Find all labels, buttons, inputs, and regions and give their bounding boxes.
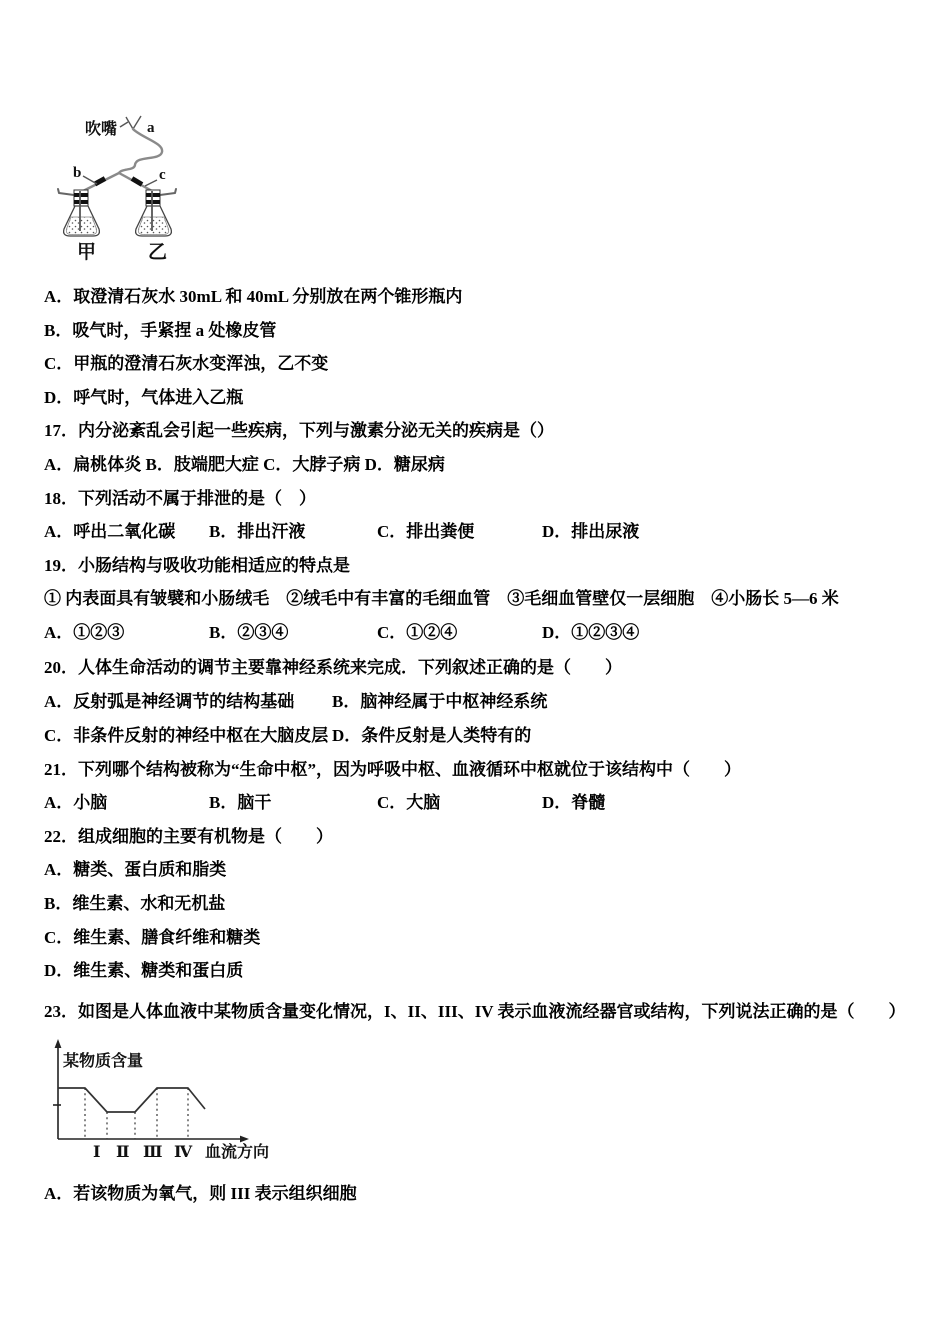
- flask-right-label: 乙: [148, 242, 168, 263]
- q21-option-b: B．脑干: [209, 793, 272, 812]
- substance-content-curve: [58, 1088, 205, 1112]
- chart-x-axis-label: 血流方向: [205, 1144, 270, 1161]
- tube-c-pointer: [145, 180, 157, 186]
- q22-stem: 22．组成细胞的主要有机物是（ ）: [44, 827, 333, 846]
- flask-right-liquid: [138, 217, 168, 235]
- q19-stem: 19．小肠结构与吸收功能相适应的特点是: [44, 556, 350, 575]
- q21-option-a: A．小脑: [44, 793, 108, 812]
- chart-region-4-label: Ⅳ: [174, 1142, 193, 1161]
- chart-y-axis-arrow: [55, 1039, 62, 1048]
- q16-option-a: A．取澄清石灰水 30mL 和 40mL 分别放在两个锥形瓶内: [44, 287, 463, 306]
- apparatus-diagram: [50, 105, 250, 270]
- mouthpiece-pointer-line: [120, 122, 128, 127]
- flask-right-stopper-band: [146, 193, 160, 197]
- q18-option-a: A．呼出二氧化碳: [44, 522, 176, 541]
- chart-region-2-label: Ⅱ: [116, 1142, 130, 1161]
- flask-left-stopper-band: [74, 200, 88, 204]
- tube-b-pointer: [83, 176, 97, 184]
- q16-option-c: C．甲瓶的澄清石灰水变浑浊，乙不变: [44, 354, 329, 373]
- q22-option-b: B．维生素、水和无机盐: [44, 894, 226, 913]
- q18-option-d: D．排出尿液: [542, 522, 640, 541]
- q20-option-c: C．非条件反射的神经中枢在大脑皮层: [44, 726, 329, 745]
- s-tube: [119, 129, 162, 173]
- q20-stem: 20．人体生命活动的调节主要靠神经系统来完成．下列叙述正确的是（ ）: [44, 658, 622, 677]
- chart-x-axis-arrow: [240, 1136, 249, 1143]
- tube-a-label: a: [147, 120, 155, 136]
- q19-option-b: B．②③④: [209, 623, 289, 642]
- q22-option-d: D．维生素、糖类和蛋白质: [44, 961, 244, 980]
- q19-option-c: C．①②④: [377, 623, 458, 642]
- flask-left-stopper-band: [74, 193, 88, 197]
- tube-c-label: c: [159, 167, 166, 183]
- q22-option-a: A．糖类、蛋白质和脂类: [44, 860, 227, 879]
- chart-region-1-label: Ⅰ: [93, 1142, 101, 1161]
- tube-b-label: b: [73, 165, 82, 181]
- q20-option-d: D．条件反射是人类特有的: [332, 726, 532, 745]
- flask-right-side-tube: [160, 189, 176, 195]
- flask-left-side-tube: [58, 189, 74, 195]
- blood-flow-chart: [52, 1036, 352, 1168]
- clamp-c: [132, 179, 142, 185]
- q18-option-b: B．排出汗液: [209, 522, 306, 541]
- q19-option-a: A．①②③: [44, 623, 125, 642]
- q16-option-b: B．吸气时，手紧捏 a 处橡皮管: [44, 321, 277, 340]
- q20-option-b: B．脑神经属于中枢神经系统: [332, 692, 548, 711]
- chart-region-3-label: Ⅲ: [143, 1142, 163, 1161]
- q20-option-a: A．反射弧是神经调节的结构基础: [44, 692, 295, 711]
- q21-option-c: C．大脑: [377, 793, 441, 812]
- q17-stem: 17．内分泌紊乱会引起一些疾病，下列与激素分泌无关的疾病是（）: [44, 421, 554, 440]
- q17-options: A．扁桃体炎 B．肢端肥大症 C．大脖子病 D．糖尿病: [44, 455, 445, 474]
- q21-option-d: D．脊髓: [542, 793, 606, 812]
- q18-stem: 18．下列活动不属于排泄的是（ ）: [44, 489, 316, 508]
- q19-items: ① 内表面具有皱襞和小肠绒毛 ②绒毛中有丰富的毛细血管 ③毛细血管壁仅一层细胞 ④小肠长 5—6 米: [44, 589, 839, 608]
- chart-y-axis-label: 某物质含量: [63, 1053, 144, 1070]
- q16-option-d: D．呼气时，气体进入乙瓶: [44, 388, 244, 407]
- flask-right-stopper-band: [146, 200, 160, 204]
- q19-option-d: D．①②③④: [542, 623, 640, 642]
- flask-left-label: 甲: [77, 242, 97, 263]
- flask-left-liquid: [66, 217, 96, 235]
- q21-stem: 21．下列哪个结构被称为“生命中枢”，因为呼吸中枢、血液循环中枢就位于该结构中（ ）: [44, 760, 741, 779]
- mouthpiece-label: 吹嘴: [85, 121, 118, 138]
- q18-option-c: C．排出粪便: [377, 522, 475, 541]
- q23-option-a: A．若该物质为氧气，则 III 表示组织细胞: [44, 1184, 357, 1203]
- q22-option-c: C．维生素、膳食纤维和糖类: [44, 928, 261, 947]
- q23-stem: 23．如图是人体血液中某物质含量变化情况，I、II、III、IV 表示血液流经器官或结构，下列说法正确的是（ ）: [44, 1002, 906, 1021]
